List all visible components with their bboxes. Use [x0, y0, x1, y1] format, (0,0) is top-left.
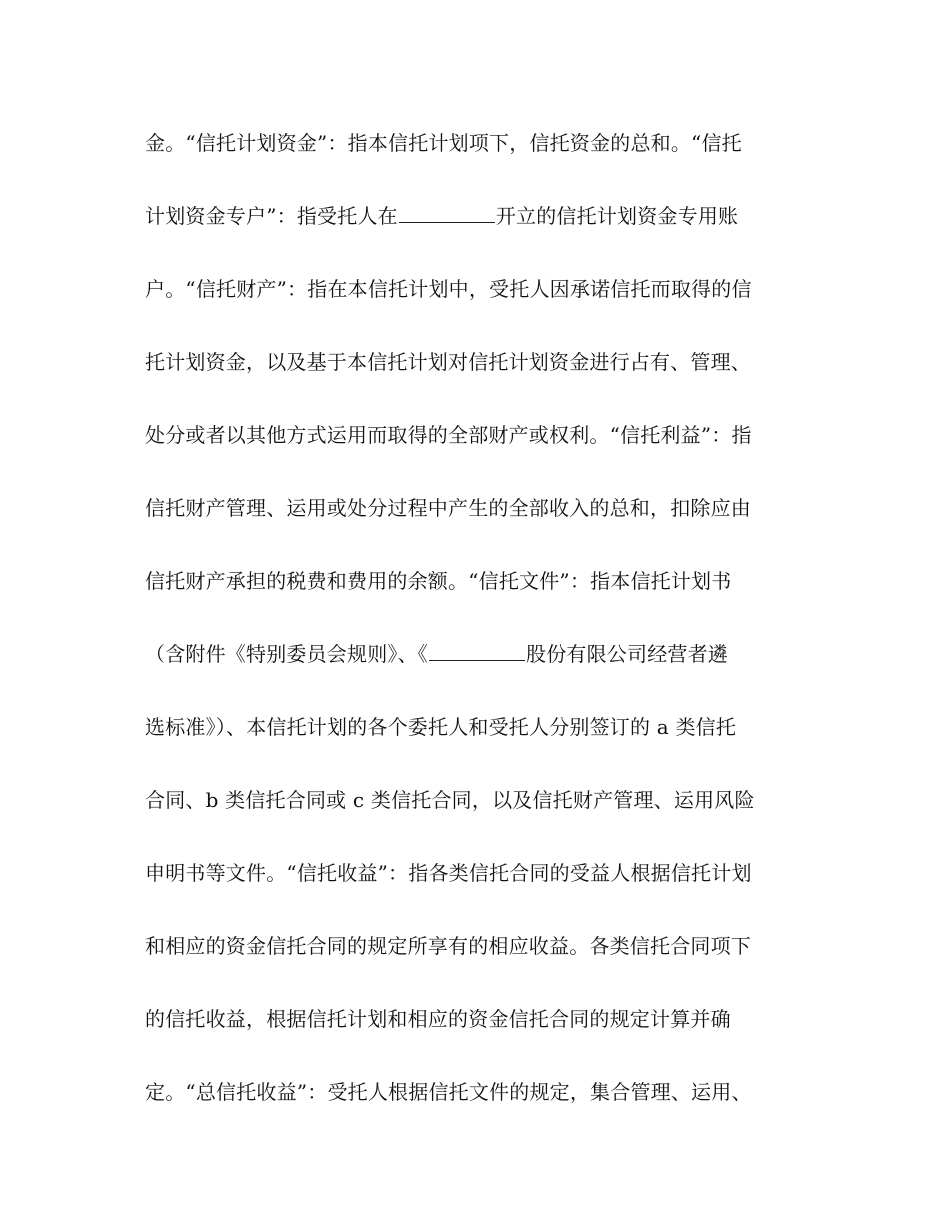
line-text: 定。“总信托收益”：受托人根据信托文件的规定，集合管理、运用、	[145, 1080, 752, 1104]
line-text: 开立的信托计划资金专用账	[495, 204, 739, 228]
line-text: 选标准》）、本信托计划的各个委托人和受托人分别签订的 a 类信托	[145, 715, 737, 739]
text-line-12	[145, 924, 825, 997]
line-text: （含附件《特别委员会规则》、《	[145, 642, 428, 666]
text-line-9	[145, 705, 825, 778]
text-line-13	[145, 997, 825, 1070]
text-line-6	[145, 486, 825, 559]
line-text: 信托财产承担的税费和费用的余额。“信托文件”：指本信托计划书	[145, 569, 732, 593]
line-text: 和相应的资金信托合同的规定所享有的相应收益。各类信托合同项下	[145, 934, 751, 958]
line-text: 股份有限公司经营者遴	[526, 642, 728, 666]
line-text: 户。“信托财产”：指在本信托计划中，受托人因承诺信托而取得的信	[145, 277, 752, 301]
line-text: 的信托收益，根据信托计划和相应的资金信托合同的规定计算并确	[145, 1007, 731, 1031]
line-text: 处分或者以其他方式运用而取得的全部财产或权利。“信托利益”：指	[145, 423, 752, 447]
blank-underline	[429, 638, 525, 661]
text-line-10	[145, 778, 825, 851]
text-line-1	[145, 121, 825, 194]
text-line-14	[145, 1070, 825, 1143]
text-line-7	[145, 559, 825, 632]
line-text: 申明书等文件。“信托收益”：指各类信托合同的受益人根据信托计划	[145, 861, 752, 885]
text-line-3	[145, 267, 825, 340]
text-line-5	[145, 413, 825, 486]
line-text: 计划资金专户”：指受托人在	[145, 204, 398, 228]
line-text: 信托财产管理、运用或处分过程中产生的全部收入的总和，扣除应由	[145, 496, 751, 520]
line-text: 金。“信托计划资金”：指本信托计划项下，信托资金的总和。“信托	[145, 131, 742, 155]
blank-underline	[399, 200, 495, 223]
body-text	[145, 121, 825, 1143]
text-line-8	[145, 632, 825, 705]
line-text: 托计划资金，以及基于本信托计划对信托计划资金进行占有、管理、	[145, 350, 751, 374]
line-text: 合同、b 类信托合同或 c 类信托合同，以及信托财产管理、运用风险	[145, 788, 755, 812]
text-line-4	[145, 340, 825, 413]
text-line-11	[145, 851, 825, 924]
text-line-2	[145, 194, 825, 267]
